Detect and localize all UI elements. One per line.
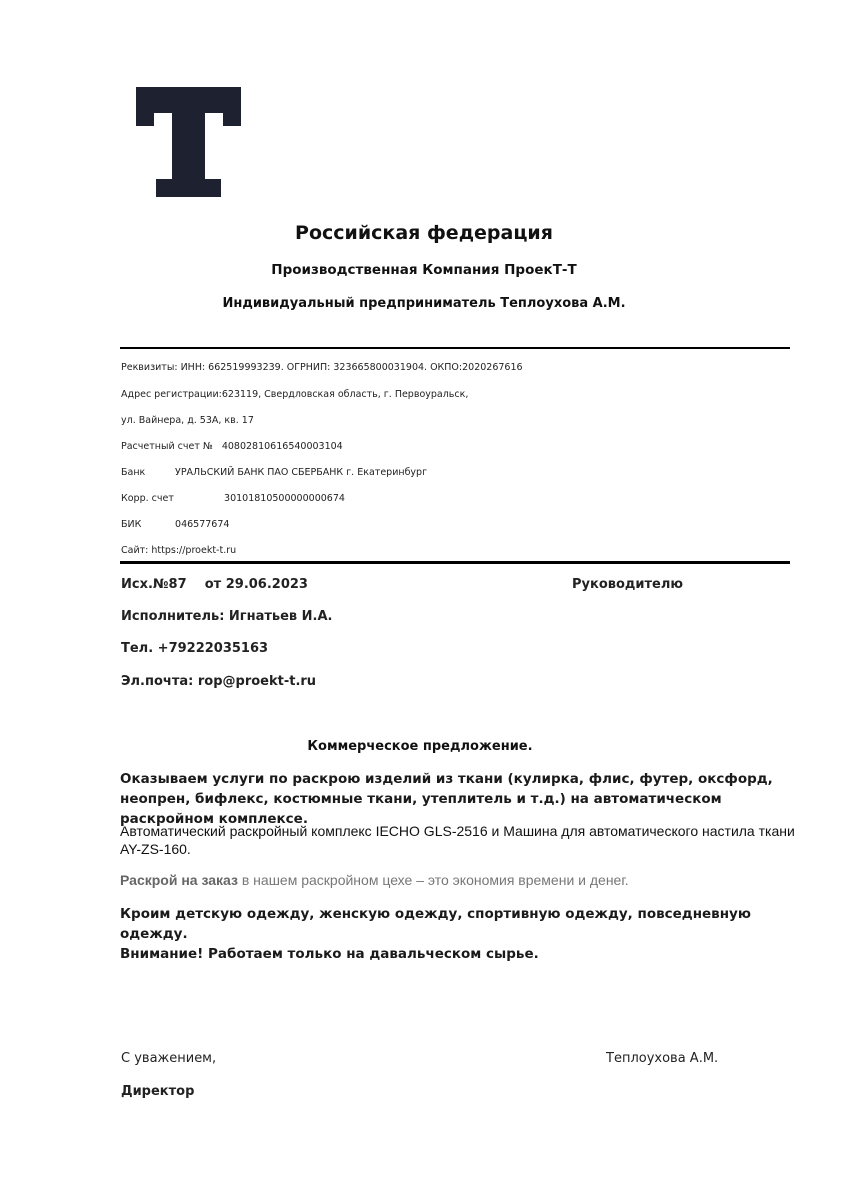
requisites-corr — [121, 493, 345, 504]
bottom-divider — [120, 561, 790, 564]
savings-text: в нашем раскройном цехе – это экономия времени и денег. — [237, 872, 629, 888]
offer-paragraph-savings — [120, 870, 800, 890]
phone: Тел. +79222035163 — [121, 641, 269, 656]
raw-material-notice: Внимание! Работаем только на давальческом сырье. — [120, 946, 539, 962]
corr-value: 30101810500000000674 — [224, 493, 345, 504]
requisites-bik — [121, 519, 229, 530]
offer-paragraph-clothing — [120, 904, 800, 964]
company-logo — [136, 87, 241, 199]
requisites-bank — [121, 467, 427, 478]
bank-value: УРАЛЬСКИЙ БАНК ПАО СБЕРБАНК г. Екатеринбург — [175, 467, 428, 478]
account-label: Расчетный счет № — [121, 441, 213, 452]
outgoing-number: Исх.№87 от 29.06.2023 — [121, 577, 308, 592]
regards: С уважением, — [121, 1051, 217, 1066]
top-divider — [120, 347, 790, 349]
corr-label: Корр. счет — [121, 493, 174, 504]
offer-paragraph-equipment: Автоматический раскройный комплекс IECHO GLS-2516 и Машина для автоматического настила ткани AY-ZS-160. — [120, 823, 795, 857]
requisites-account — [121, 441, 343, 452]
requisites-line-address: Адрес регистрации:623119, Свердловская область, г. Первоуральск, — [121, 389, 469, 400]
bik-value: 046577674 — [175, 519, 230, 530]
savings-emphasis: Раскрой на заказ — [120, 872, 238, 888]
bik-label: БИК — [121, 519, 142, 530]
offer-paragraph-services: Оказываем услуги по раскрою изделий из ткани (кулирка, флис, футер, оксфорд, неопрен, бифлекс, костюмные ткани, утеплитель и т.д.) на автоматическом раскройном комплексе. — [120, 771, 773, 827]
email: Эл.почта: rop@proekt-t.ru — [121, 674, 317, 689]
clothing-line: Кроим детскую одежду, женскую одежду, спортивную одежду, повседневную одежду. — [120, 906, 751, 942]
requisites-line-street: ул. Вайнера, д. 53А, кв. 17 — [121, 415, 254, 426]
country-heading: Российская федерация — [295, 222, 553, 244]
offer-title: Коммерческое предложение. — [307, 739, 533, 754]
bank-label: Банк — [121, 467, 146, 478]
account-value: 40802810616540003104 — [221, 441, 343, 452]
entrepreneur-name: Индивидуальный предприниматель Теплоухова А.М. — [222, 296, 626, 311]
recipient: Руководителю — [572, 577, 684, 592]
signatory-position: Директор — [121, 1084, 195, 1099]
signatory-name: Теплоухова А.М. — [606, 1051, 719, 1066]
requisites-site: Сайт: https://proekt-t.ru — [121, 545, 237, 556]
executor: Исполнитель: Игнатьев И.А. — [121, 609, 333, 624]
requisites-line-inn: Реквизиты: ИНН: 662519993239. ОГРНИП: 323665800031904. ОКПО:2020267616 — [121, 362, 523, 373]
company-name: Производственная Компания ПроекТ-Т — [271, 262, 577, 278]
